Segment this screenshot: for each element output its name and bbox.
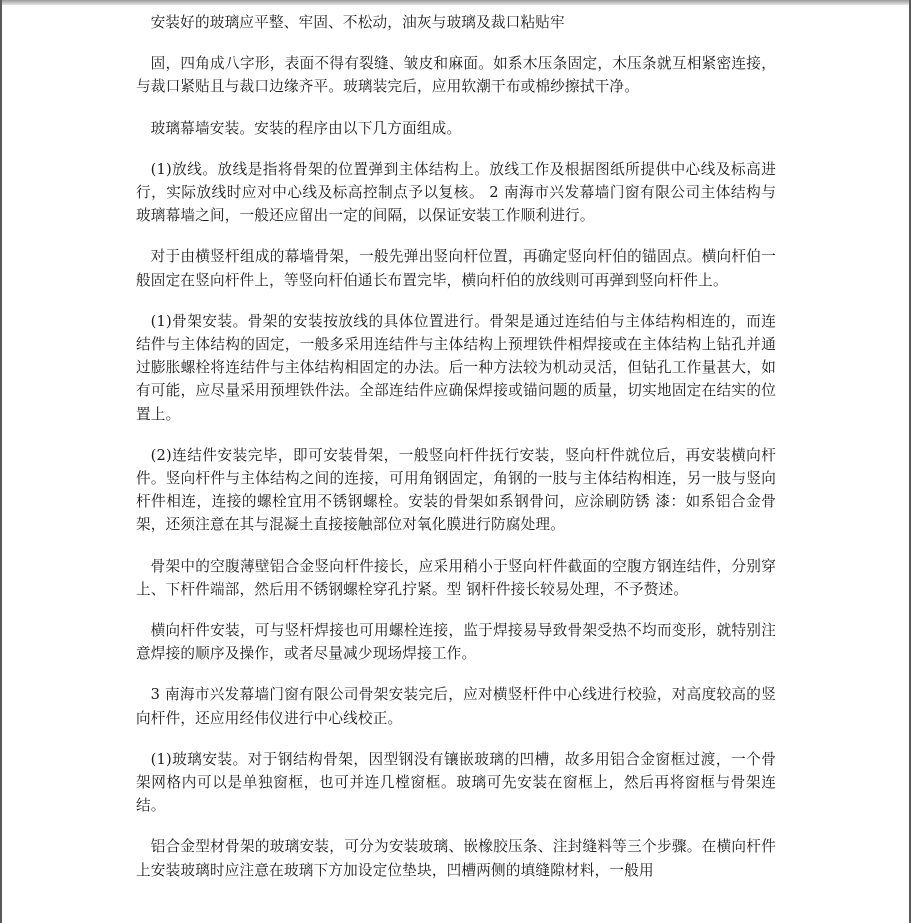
paragraph-11: (1)玻璃安装。对于钢结构骨架，因型钢没有镶嵌玻璃的凹槽，故多用铝合金窗框过渡，一个骨架网格内可以是单独窗框，也可并连几樘窗框。玻璃可先安装在窗框上，然后再将窗框与骨架连结。	[136, 750, 776, 815]
window-left-border	[0, 0, 2, 923]
paragraph-1: 安装好的玻璃应平整、牢固、不松动，油灰与玻璃及裁口粘贴牢	[150, 14, 565, 31]
paragraph-3: 玻璃幕墙安装。安装的程序由以下几方面组成。	[150, 119, 462, 137]
paragraph-9: 横向杆件安装，可与竖杆焊接也可用螺栓连接，监于焊接易导致骨架受热不均而变形，就特别注意焊接的顺序及操作，或者尽量减少现场焊接工作。	[136, 622, 776, 663]
paragraph-8: 骨架中的空腹薄壁铝合金竖向杆件接长，应采用稍小于竖向杆件截面的空腹方钢连结件，分别穿上、下杆件端部，然后用不锈钢螺栓穿孔拧紧。型 钢杆件接长较易处理，不予赘述。	[136, 557, 776, 598]
document-page	[136, 11, 776, 923]
window-top-edge	[0, 0, 911, 5]
paragraph-2: 固，四角成八字形，表面不得有裂缝、皱皮和麻面。如系木压条固定，木压条就互相紧密连接，与裁口紧贴且与裁口边缘齐平。玻璃装完后，应用软潮干布或棉纱擦拭干净。	[136, 55, 776, 96]
paragraph-12: 铝合金型材骨架的玻璃安装，可分为安装玻璃、嵌橡胶压条、注封缝料等三个步骤。在横向杆件上安装玻璃时应注意在玻璃下方加设定位垫块，凹槽两侧的填缝隙材料，一般用	[136, 838, 776, 879]
paragraph-10: 3 南海市兴发幕墙门窗有限公司骨架安装完后，应对横竖杆件中心线进行校验，对高度较高的竖向杆件，还应用经伟仪进行中心线校正。	[136, 686, 776, 727]
paragraph-6: (1)骨架安装。骨架的安装按放线的具体位置进行。骨架是通过连结伯与主体结构相连的，而连结件与主体结构的固定，一般多采用连结件与主体结构上预埋铁件相焊接或在主体结构上钻孔并通过膨胀螺栓将连结件与主体结构相固定的办法。后一种方法较为机动灵活，但钻孔工作量甚大，如有可能，应尽量采用预埋铁件法。全部连结件应确保焊接或锚问题的质量，切实地固定在结实的位置上。	[136, 312, 776, 423]
paragraph-7: (2)连结件安装完毕，即可安装骨架，一般竖向杆件抚行安装，竖向杆件就位后，再安装横向杆件。竖向杆件与主体结构之间的连接，可用角钢固定，角钢的一肢与主体结构相连，另一肢与竖向杆件相连，连接的螺栓宜用不锈钢螺栓。安装的骨架如系钢骨问，应涂刷防锈 漆：如系铝合金骨架，还须注意在其与混凝土直接接触部位对氧化膜进行防腐处理。	[136, 446, 776, 534]
paragraph-5: 对于由横竖杆组成的幕墙骨架，一般先弹出竖向杆位置，再确定竖向杆伯的锚固点。横向杆伯一般固定在竖向杆件上，等竖向杆伯通长布置完毕，横向杆伯的放线则可再弹到竖向杆件上。	[136, 248, 776, 289]
paragraph-4: (1)放线。放线是指将骨架的位置弹到主体结构上。放线工作及根据图纸所提供中心线及标高进行，实际放线时应对中心线及标高控制点予以复核。 2 南海市兴发幕墙门窗有限公司主体结构与玻璃幕墙之间，一般还应留出一定的间隔，以保证安装工作顺利进行。	[136, 160, 776, 225]
